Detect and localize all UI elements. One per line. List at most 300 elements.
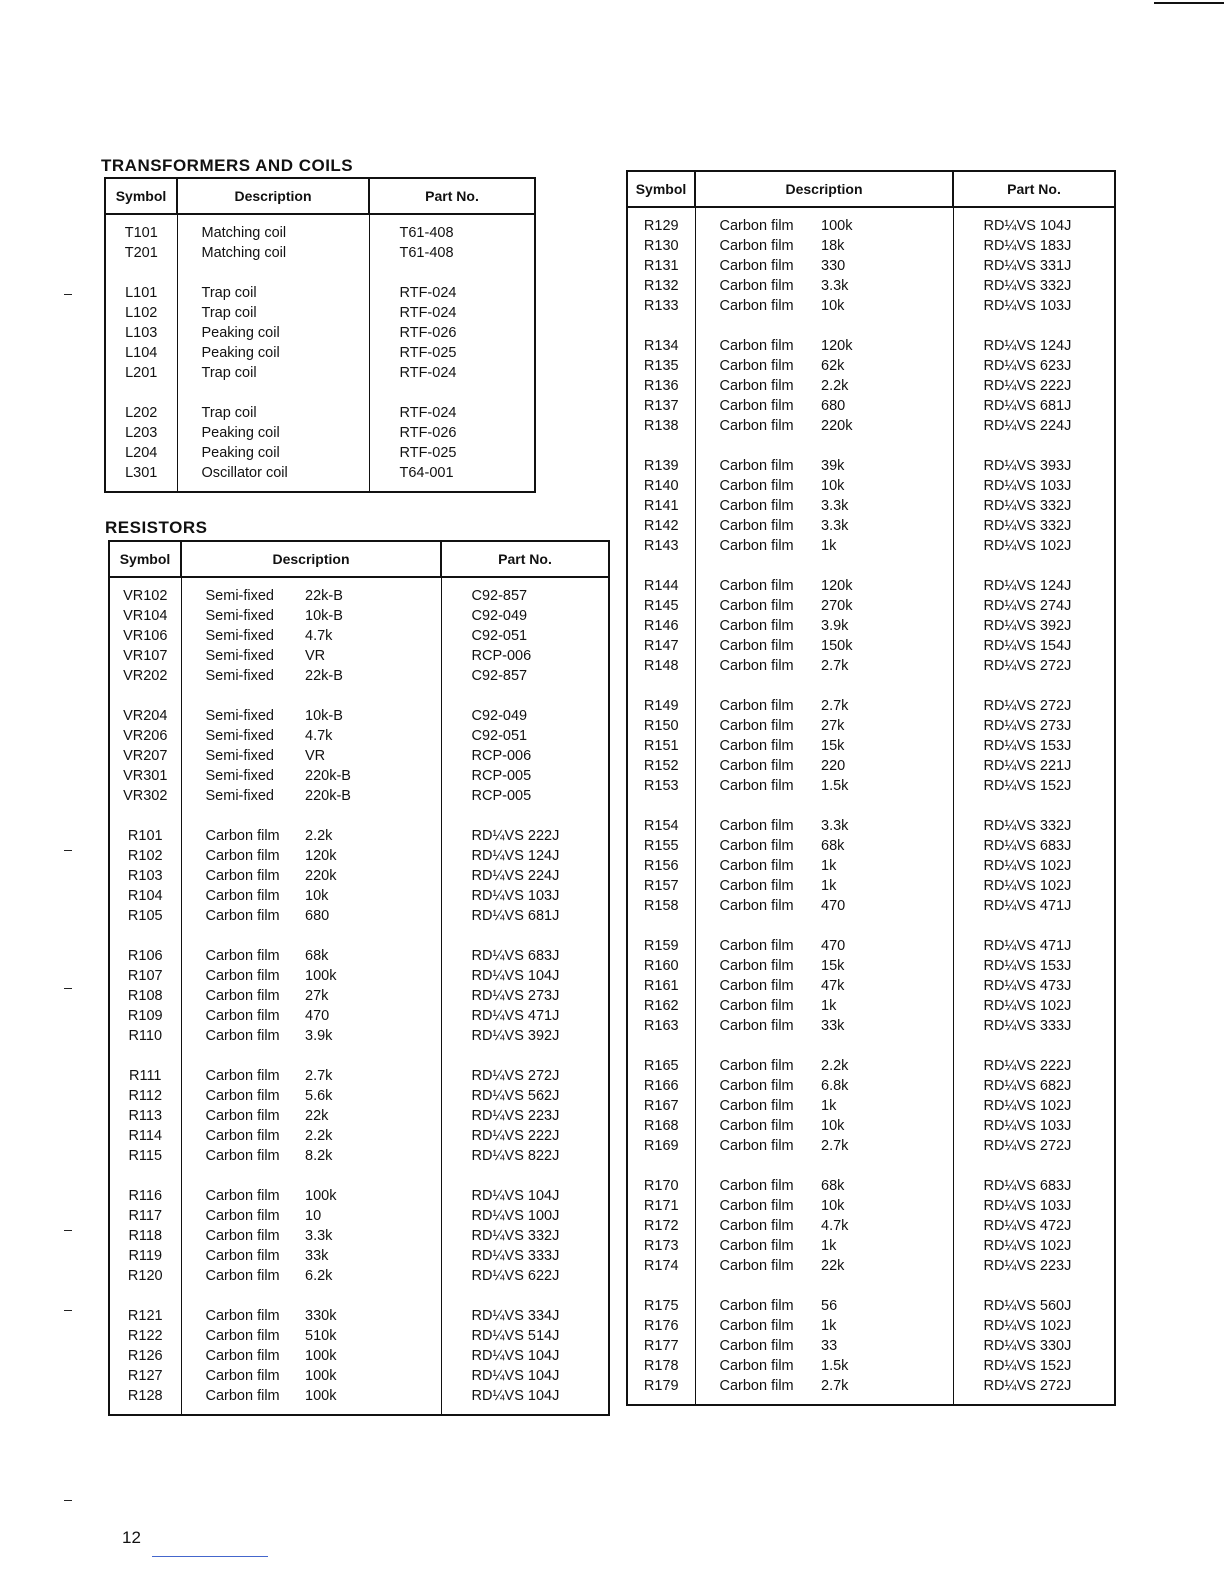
- symbol-cell: R174: [627, 1256, 695, 1276]
- table-row: [109, 1386, 609, 1406]
- description-type-cell: Carbon film: [719, 1118, 794, 1134]
- table-row: [105, 463, 535, 483]
- part-number-cell: RD¼VS 272J: [953, 696, 1115, 716]
- table-row: [109, 586, 609, 606]
- transformers-table: [104, 177, 536, 493]
- part-number-cell: RD¼VS 102J: [953, 1236, 1115, 1256]
- part-number-cell: RD¼VS 331J: [953, 256, 1115, 276]
- table-row: [627, 776, 1115, 796]
- table-row: [105, 223, 535, 243]
- table-row: [627, 1196, 1115, 1216]
- part-number-cell: RD¼VS 153J: [953, 956, 1115, 976]
- table-row: [109, 1146, 609, 1166]
- description-type-cell: Carbon film: [719, 278, 794, 294]
- footer-rule: [152, 1556, 268, 1557]
- table-row: [109, 1326, 609, 1346]
- part-number-cell: C92-051: [441, 626, 609, 646]
- table-row: [109, 786, 609, 806]
- description-value-cell: 22k-B: [305, 588, 343, 604]
- description-value-cell: 10k: [821, 1118, 845, 1134]
- description-type-cell: Semi-fixed: [205, 588, 274, 604]
- table-row: [627, 736, 1115, 756]
- symbol-cell: R144: [627, 576, 695, 596]
- part-number-cell: RD¼VS 334J: [441, 1306, 609, 1326]
- description-value-cell: 2.2k: [305, 1128, 333, 1144]
- part-number-cell: RD¼VS 560J: [953, 1296, 1115, 1316]
- symbol-cell: R153: [627, 776, 695, 796]
- symbol-cell: R146: [627, 616, 695, 636]
- symbol-cell: R173: [627, 1236, 695, 1256]
- table-row: [105, 303, 535, 323]
- part-number-cell: RTF-026: [369, 323, 535, 343]
- symbol-cell: R101: [109, 826, 181, 846]
- part-number-cell: C92-857: [441, 586, 609, 606]
- part-number-cell: RD¼VS 392J: [953, 616, 1115, 636]
- description-type-cell: Peaking coil: [201, 325, 280, 341]
- table-row: [627, 416, 1115, 436]
- description-type-cell: Carbon film: [719, 398, 794, 414]
- part-number-cell: RD¼VS 224J: [953, 416, 1115, 436]
- corner-rule: [1154, 2, 1224, 4]
- description-type-cell: Carbon film: [719, 618, 794, 634]
- symbol-cell: R133: [627, 296, 695, 316]
- description-value-cell: 1k: [821, 998, 837, 1014]
- table-row: [109, 746, 609, 766]
- symbol-cell: R159: [627, 936, 695, 956]
- symbol-cell: R129: [627, 216, 695, 236]
- description-type-cell: Carbon film: [719, 358, 794, 374]
- part-number-cell: T64-001: [369, 463, 535, 483]
- description-value-cell: [297, 343, 369, 363]
- symbol-cell: T201: [105, 243, 177, 263]
- margin-mark: [64, 850, 72, 851]
- table-row: [627, 936, 1115, 956]
- part-number-cell: RD¼VS 183J: [953, 236, 1115, 256]
- part-number-cell: RD¼VS 102J: [953, 1096, 1115, 1116]
- part-number-cell: RD¼VS 222J: [441, 826, 609, 846]
- table-row: [627, 476, 1115, 496]
- description-value-cell: 1.5k: [821, 778, 849, 794]
- description-value-cell: 6.2k: [305, 1268, 333, 1284]
- description-type-cell: Carbon film: [719, 1138, 794, 1154]
- symbol-cell: R148: [627, 656, 695, 676]
- page-number: 12: [122, 1528, 141, 1547]
- description-value-cell: 1.5k: [821, 1358, 849, 1374]
- part-number-cell: RTF-025: [369, 443, 535, 463]
- description-type-cell: Semi-fixed: [205, 608, 274, 624]
- symbol-cell: R111: [109, 1066, 181, 1086]
- symbol-cell: VR207: [109, 746, 181, 766]
- part-number-cell: RD¼VS 104J: [441, 1186, 609, 1206]
- part-number-cell: RD¼VS 102J: [953, 856, 1115, 876]
- symbol-cell: R131: [627, 256, 695, 276]
- symbol-cell: R152: [627, 756, 695, 776]
- description-type-cell: Carbon film: [205, 848, 280, 864]
- symbol-cell: R168: [627, 1116, 695, 1136]
- description-type-cell: Matching coil: [201, 245, 287, 261]
- symbol-cell: R121: [109, 1306, 181, 1326]
- description-type-cell: Carbon film: [719, 958, 794, 974]
- symbol-cell: R141: [627, 496, 695, 516]
- part-number-cell: RD¼VS 152J: [953, 1356, 1115, 1376]
- table-row: [627, 456, 1115, 476]
- part-number-cell: RD¼VS 104J: [441, 966, 609, 986]
- table-row: [627, 696, 1115, 716]
- part-number-cell: RD¼VS 222J: [953, 376, 1115, 396]
- symbol-cell: R112: [109, 1086, 181, 1106]
- table-row: [627, 1316, 1115, 1336]
- part-number-cell: RD¼VS 514J: [441, 1326, 609, 1346]
- part-number-cell: RD¼VS 102J: [953, 996, 1115, 1016]
- description-type-cell: Carbon film: [205, 1268, 280, 1284]
- table-row: [627, 976, 1115, 996]
- table-row: [627, 216, 1115, 236]
- margin-mark: [64, 1310, 72, 1311]
- description-value-cell: 27k: [305, 988, 329, 1004]
- part-number-cell: RD¼VS 103J: [441, 886, 609, 906]
- part-number-cell: C92-049: [441, 706, 609, 726]
- table-row: [627, 236, 1115, 256]
- part-number-cell: RD¼VS 103J: [953, 476, 1115, 496]
- symbol-cell: R165: [627, 1056, 695, 1076]
- description-type-cell: Carbon film: [719, 598, 794, 614]
- symbol-cell: L101: [105, 283, 177, 303]
- description-type-cell: Carbon film: [205, 1008, 280, 1024]
- description-value-cell: 470: [821, 938, 846, 954]
- table-row: [627, 1136, 1115, 1156]
- group-spacer: [105, 383, 535, 403]
- table-row: [627, 256, 1115, 276]
- symbol-cell: R113: [109, 1106, 181, 1126]
- part-number-cell: RD¼VS 272J: [953, 656, 1115, 676]
- description-value-cell: [297, 443, 369, 463]
- table-row: [105, 243, 535, 263]
- description-value-cell: 15k: [821, 958, 845, 974]
- description-type-cell: Carbon film: [719, 718, 794, 734]
- description-type-cell: Carbon film: [719, 1238, 794, 1254]
- part-number-cell: RD¼VS 822J: [441, 1146, 609, 1166]
- part-number-cell: RD¼VS 471J: [441, 1006, 609, 1026]
- symbol-cell: VR107: [109, 646, 181, 666]
- symbol-cell: R142: [627, 516, 695, 536]
- description-value-cell: 22k-B: [305, 668, 343, 684]
- description-type-cell: Carbon film: [205, 1108, 280, 1124]
- table-row: [109, 1366, 609, 1386]
- symbol-cell: R163: [627, 1016, 695, 1036]
- description-value-cell: 68k: [821, 1178, 845, 1194]
- table-row: [627, 856, 1115, 876]
- description-type-cell: Peaking coil: [201, 425, 280, 441]
- part-number-cell: RD¼VS 272J: [953, 1376, 1115, 1396]
- part-number-cell: RTF-026: [369, 423, 535, 443]
- table-row: [627, 376, 1115, 396]
- part-number-cell: RCP-006: [441, 746, 609, 766]
- description-value-cell: 39k: [821, 458, 845, 474]
- description-value-cell: 2.7k: [821, 1138, 849, 1154]
- part-number-header: Part No.: [953, 171, 1115, 207]
- symbol-cell: R104: [109, 886, 181, 906]
- symbol-cell: L202: [105, 403, 177, 423]
- description-value-cell: 10k-B: [305, 708, 343, 724]
- part-number-cell: RD¼VS 102J: [953, 1316, 1115, 1336]
- description-type-cell: Carbon film: [719, 1258, 794, 1274]
- table-row: [109, 986, 609, 1006]
- description-value-cell: 100k: [305, 1388, 337, 1404]
- symbol-cell: R105: [109, 906, 181, 926]
- table-row: [627, 596, 1115, 616]
- symbol-cell: L104: [105, 343, 177, 363]
- table-row: [109, 646, 609, 666]
- description-value-cell: 47k: [821, 978, 845, 994]
- description-type-cell: Carbon film: [719, 1378, 794, 1394]
- symbol-cell: R132: [627, 276, 695, 296]
- table-row: [627, 1016, 1115, 1036]
- table-row: [627, 396, 1115, 416]
- part-number-header: Part No.: [369, 178, 535, 214]
- description-value-cell: 6.8k: [821, 1078, 849, 1094]
- group-spacer: [109, 1166, 609, 1186]
- table-row: [109, 626, 609, 646]
- description-type-cell: Carbon film: [205, 1228, 280, 1244]
- symbol-cell: T101: [105, 223, 177, 243]
- description-type-cell: Carbon film: [719, 418, 794, 434]
- table-row: [109, 706, 609, 726]
- symbol-cell: R171: [627, 1196, 695, 1216]
- table-row: [109, 886, 609, 906]
- part-number-cell: RD¼VS 392J: [441, 1026, 609, 1046]
- description-value-cell: 10k: [821, 478, 845, 494]
- description-value-cell: 120k: [821, 338, 853, 354]
- symbol-cell: R151: [627, 736, 695, 756]
- description-value-cell: 120k: [821, 578, 853, 594]
- table-row: [109, 1086, 609, 1106]
- description-type-cell: Semi-fixed: [205, 728, 274, 744]
- symbol-cell: R118: [109, 1226, 181, 1246]
- symbol-cell: R126: [109, 1346, 181, 1366]
- symbol-cell: R117: [109, 1206, 181, 1226]
- description-type-cell: Carbon film: [719, 778, 794, 794]
- part-number-cell: RD¼VS 683J: [953, 1176, 1115, 1196]
- part-number-cell: RCP-005: [441, 786, 609, 806]
- part-number-cell: RD¼VS 124J: [441, 846, 609, 866]
- table-row: [109, 1026, 609, 1046]
- group-spacer: [627, 676, 1115, 696]
- description-value-cell: 27k: [821, 718, 845, 734]
- description-type-cell: Carbon film: [719, 758, 794, 774]
- description-type-cell: Carbon film: [719, 258, 794, 274]
- part-number-cell: RD¼VS 103J: [953, 1116, 1115, 1136]
- part-number-cell: RD¼VS 154J: [953, 636, 1115, 656]
- description-value-cell: [297, 403, 369, 423]
- description-value-cell: 510k: [305, 1328, 337, 1344]
- description-value-cell: 10: [305, 1208, 322, 1224]
- description-value-cell: 2.2k: [821, 1058, 849, 1074]
- table-row: [109, 1246, 609, 1266]
- part-number-cell: RD¼VS 471J: [953, 936, 1115, 956]
- description-value-cell: 680: [305, 908, 330, 924]
- group-spacer: [109, 1406, 609, 1415]
- description-type-cell: Carbon film: [719, 638, 794, 654]
- description-type-cell: Carbon film: [205, 908, 280, 924]
- table-row: [627, 1296, 1115, 1316]
- description-type-cell: Semi-fixed: [205, 768, 274, 784]
- description-value-cell: 330k: [305, 1308, 337, 1324]
- table-row: [109, 1206, 609, 1226]
- description-value-cell: 220: [821, 758, 846, 774]
- description-value-cell: 100k: [821, 218, 853, 234]
- table-row: [627, 956, 1115, 976]
- description-type-cell: Carbon film: [719, 458, 794, 474]
- table-row: [109, 1006, 609, 1026]
- description-value-cell: 8.2k: [305, 1148, 333, 1164]
- part-number-cell: RD¼VS 221J: [953, 756, 1115, 776]
- description-type-cell: Carbon film: [719, 658, 794, 674]
- description-value-cell: 3.3k: [821, 818, 849, 834]
- description-type-cell: Semi-fixed: [205, 788, 274, 804]
- description-value-cell: 10k: [305, 888, 329, 904]
- part-number-cell: RD¼VS 332J: [953, 276, 1115, 296]
- table-row: [627, 636, 1115, 656]
- table-row: [109, 1186, 609, 1206]
- description-type-cell: Carbon film: [719, 1098, 794, 1114]
- resistors-continued-table: [626, 170, 1116, 1406]
- description-value-cell: 3.3k: [821, 518, 849, 534]
- table-row: [627, 1056, 1115, 1076]
- resistors-heading: RESISTORS: [105, 518, 208, 537]
- group-spacer: [627, 1156, 1115, 1176]
- description-type-cell: Carbon film: [719, 238, 794, 254]
- part-number-cell: RD¼VS 272J: [441, 1066, 609, 1086]
- description-header: Description: [695, 171, 953, 207]
- table-row: [627, 1116, 1115, 1136]
- part-number-cell: RD¼VS 682J: [953, 1076, 1115, 1096]
- part-number-cell: C92-051: [441, 726, 609, 746]
- margin-mark: [64, 988, 72, 989]
- symbol-cell: R106: [109, 946, 181, 966]
- description-value-cell: 120k: [305, 848, 337, 864]
- table-row: [109, 726, 609, 746]
- symbol-cell: VR106: [109, 626, 181, 646]
- part-number-cell: RD¼VS 332J: [953, 496, 1115, 516]
- group-spacer: [627, 556, 1115, 576]
- description-value-cell: [297, 323, 369, 343]
- description-value-cell: 1k: [821, 538, 837, 554]
- description-value-cell: 220k-B: [305, 788, 351, 804]
- symbol-cell: R103: [109, 866, 181, 886]
- table-row: [109, 1106, 609, 1126]
- description-value-cell: 3.3k: [305, 1228, 333, 1244]
- part-number-cell: RD¼VS 103J: [953, 296, 1115, 316]
- description-value-cell: [297, 463, 369, 483]
- description-value-cell: 100k: [305, 1368, 337, 1384]
- description-value-cell: 3.3k: [821, 278, 849, 294]
- symbol-cell: R138: [627, 416, 695, 436]
- part-number-cell: RD¼VS 222J: [441, 1126, 609, 1146]
- description-type-cell: Trap coil: [201, 305, 257, 321]
- symbol-cell: R170: [627, 1176, 695, 1196]
- table-row: [105, 423, 535, 443]
- table-row: [105, 363, 535, 383]
- symbol-cell: VR102: [109, 586, 181, 606]
- description-value-cell: 1k: [821, 858, 837, 874]
- description-type-cell: Matching coil: [201, 225, 287, 241]
- symbol-cell: R140: [627, 476, 695, 496]
- table-row: [627, 356, 1115, 376]
- symbol-cell: R178: [627, 1356, 695, 1376]
- group-spacer: [627, 316, 1115, 336]
- symbol-cell: R102: [109, 846, 181, 866]
- description-type-cell: Semi-fixed: [205, 628, 274, 644]
- description-value-cell: 470: [305, 1008, 330, 1024]
- table-row: [109, 906, 609, 926]
- description-value-cell: 100k: [305, 1188, 337, 1204]
- part-number-cell: RCP-006: [441, 646, 609, 666]
- description-value-cell: [297, 363, 369, 383]
- group-spacer: [627, 1036, 1115, 1056]
- description-type-cell: Carbon film: [205, 1188, 280, 1204]
- margin-mark: [64, 1230, 72, 1231]
- description-type-cell: Carbon film: [719, 698, 794, 714]
- table-row: [627, 496, 1115, 516]
- description-value-cell: 2.7k: [305, 1068, 333, 1084]
- symbol-cell: R157: [627, 876, 695, 896]
- table-row: [627, 1356, 1115, 1376]
- description-type-cell: Carbon film: [719, 738, 794, 754]
- description-type-cell: Semi-fixed: [205, 648, 274, 664]
- part-number-cell: RD¼VS 332J: [441, 1226, 609, 1246]
- table-row: [109, 1346, 609, 1366]
- symbol-cell: L301: [105, 463, 177, 483]
- symbol-cell: R108: [109, 986, 181, 1006]
- part-number-cell: RD¼VS 681J: [441, 906, 609, 926]
- table-row: [105, 343, 535, 363]
- symbol-cell: R137: [627, 396, 695, 416]
- description-type-cell: Carbon film: [719, 898, 794, 914]
- description-type-cell: Carbon film: [719, 978, 794, 994]
- part-number-cell: RTF-024: [369, 303, 535, 323]
- description-value-cell: 5.6k: [305, 1088, 333, 1104]
- table-row: [627, 616, 1115, 636]
- description-type-cell: Carbon film: [719, 878, 794, 894]
- description-value-cell: 68k: [821, 838, 845, 854]
- description-type-cell: Carbon film: [719, 218, 794, 234]
- symbol-cell: R116: [109, 1186, 181, 1206]
- part-number-cell: RTF-025: [369, 343, 535, 363]
- table-row: [105, 323, 535, 343]
- description-type-cell: Carbon film: [205, 828, 280, 844]
- description-value-cell: 62k: [821, 358, 845, 374]
- description-type-cell: Carbon film: [719, 478, 794, 494]
- description-value-cell: VR: [305, 648, 326, 664]
- symbol-cell: R172: [627, 1216, 695, 1236]
- group-spacer: [109, 686, 609, 706]
- symbol-cell: R107: [109, 966, 181, 986]
- table-row: [627, 336, 1115, 356]
- table-row: [627, 1256, 1115, 1276]
- symbol-cell: L103: [105, 323, 177, 343]
- part-number-cell: RD¼VS 393J: [953, 456, 1115, 476]
- table-row: [109, 766, 609, 786]
- group-spacer: [627, 1276, 1115, 1296]
- description-value-cell: 220k: [821, 418, 853, 434]
- part-number-cell: RD¼VS 272J: [953, 1136, 1115, 1156]
- table-row: [109, 1126, 609, 1146]
- group-spacer: [105, 263, 535, 283]
- transformers-heading: TRANSFORMERS AND COILS: [101, 156, 354, 175]
- symbol-cell: R154: [627, 816, 695, 836]
- group-spacer: [627, 207, 1115, 216]
- symbol-cell: R130: [627, 236, 695, 256]
